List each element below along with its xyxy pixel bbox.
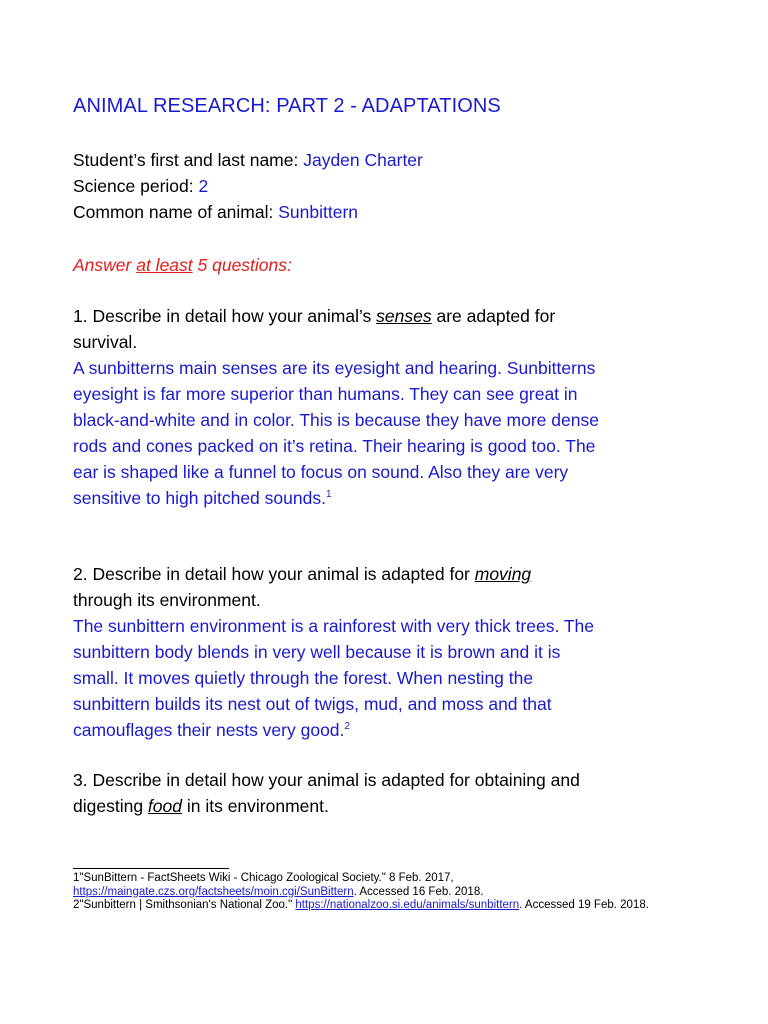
question-2-keyword: moving bbox=[474, 564, 532, 584]
question-1 bbox=[73, 303, 703, 511]
instruction-post: 5 questions: bbox=[192, 255, 292, 275]
question-2-prompt bbox=[73, 561, 703, 587]
animal-name-label: Common name of animal: bbox=[73, 202, 279, 222]
question-3-text: digesting bbox=[73, 796, 148, 816]
footnote-1 bbox=[73, 872, 713, 899]
answer-1-line: A sunbitterns main senses are its eyesight and hearing. Sunbitterns bbox=[73, 358, 596, 378]
footnote-1-accessed: . Accessed 16 Feb. 2018. bbox=[353, 885, 484, 898]
footnote-ref-1[interactable]: 1 bbox=[325, 489, 332, 501]
question-3-keyword: food bbox=[147, 796, 182, 816]
answer-1-line: ear is shaped like a funnel to focus on sound. Also they are very bbox=[73, 462, 569, 482]
question-3-prompt: 3. Describe in detail how your animal is adapted for obtaining and bbox=[73, 770, 580, 790]
question-1-prompt bbox=[73, 303, 703, 329]
question-3-text-end: in its environment. bbox=[181, 796, 329, 816]
answer-2-line bbox=[73, 717, 703, 743]
question-2 bbox=[73, 561, 703, 743]
question-2-text: 2. Describe in detail how your animal is adapted for bbox=[73, 564, 475, 584]
answer-2-line: sunbittern body blends in very well because it is brown and it is bbox=[73, 642, 561, 662]
footnote-1-link[interactable]: https://maingate.czs.org/factsheets/moin.cgi/SunBittern bbox=[73, 885, 354, 898]
question-1-prompt-line-2: survival. bbox=[73, 332, 138, 352]
answer-2-line: small. It moves quietly through the forest. When nesting the bbox=[73, 668, 534, 688]
science-period-line bbox=[73, 173, 208, 199]
footnote-2 bbox=[73, 899, 713, 913]
question-3-prompt-line-2 bbox=[73, 793, 703, 819]
footnote-1-citation: 1"SunBittern - FactSheets Wiki - Chicago Zoological Society." 8 Feb. 2017, bbox=[73, 872, 454, 884]
question-1-text-end: are adapted for bbox=[431, 306, 556, 326]
science-period-label: Science period: bbox=[73, 176, 199, 196]
animal-name-line bbox=[73, 199, 358, 225]
instruction-emphasis: at least bbox=[136, 255, 193, 275]
footnotes bbox=[73, 868, 713, 913]
footnote-divider bbox=[73, 868, 229, 869]
answer-2 bbox=[73, 613, 703, 743]
question-1-keyword: senses bbox=[376, 306, 432, 326]
question-2-prompt-line-2: through its environment. bbox=[73, 590, 261, 610]
answer-2-last-text: camouflages their nests very good. bbox=[73, 720, 345, 740]
answer-1-line: black-and-white and in color. This is because they have more dense bbox=[73, 410, 599, 430]
science-period-value: 2 bbox=[198, 176, 209, 196]
page-title: ANIMAL RESEARCH: PART 2 - ADAPTATIONS bbox=[73, 95, 501, 117]
student-name-line bbox=[73, 147, 423, 173]
instruction-line bbox=[73, 252, 292, 278]
student-name-label: Student’s first and last name: bbox=[73, 150, 304, 170]
question-3 bbox=[73, 767, 703, 819]
student-name-value: Jayden Charter bbox=[303, 150, 423, 170]
instruction-pre: Answer bbox=[73, 255, 137, 275]
answer-2-line: The sunbittern environment is a rainforest with very thick trees. The bbox=[73, 616, 595, 636]
answer-1-line: rods and cones packed on it’s retina. Their hearing is good too. The bbox=[73, 436, 596, 456]
answer-2-line: sunbittern builds its nest out of twigs, mud, and moss and that bbox=[73, 694, 552, 714]
answer-1-last-text: sensitive to high pitched sounds. bbox=[73, 488, 326, 508]
answer-1-line bbox=[73, 485, 703, 511]
question-1-text: 1. Describe in detail how your animal’s bbox=[73, 306, 377, 326]
footnote-ref-2[interactable]: 2 bbox=[344, 721, 350, 733]
answer-1-line: eyesight is far more superior than humans. They can see great in bbox=[73, 384, 578, 404]
footnote-2-citation: 2"Sunbittern | Smithsonian's National Zoo." bbox=[73, 899, 296, 911]
footnote-2-link[interactable]: https://nationalzoo.si.edu/animals/sunbittern bbox=[295, 899, 520, 911]
footnote-2-accessed: . Accessed 19 Feb. 2018. bbox=[519, 899, 649, 911]
answer-1 bbox=[73, 355, 703, 511]
animal-name-value: Sunbittern bbox=[278, 202, 359, 222]
